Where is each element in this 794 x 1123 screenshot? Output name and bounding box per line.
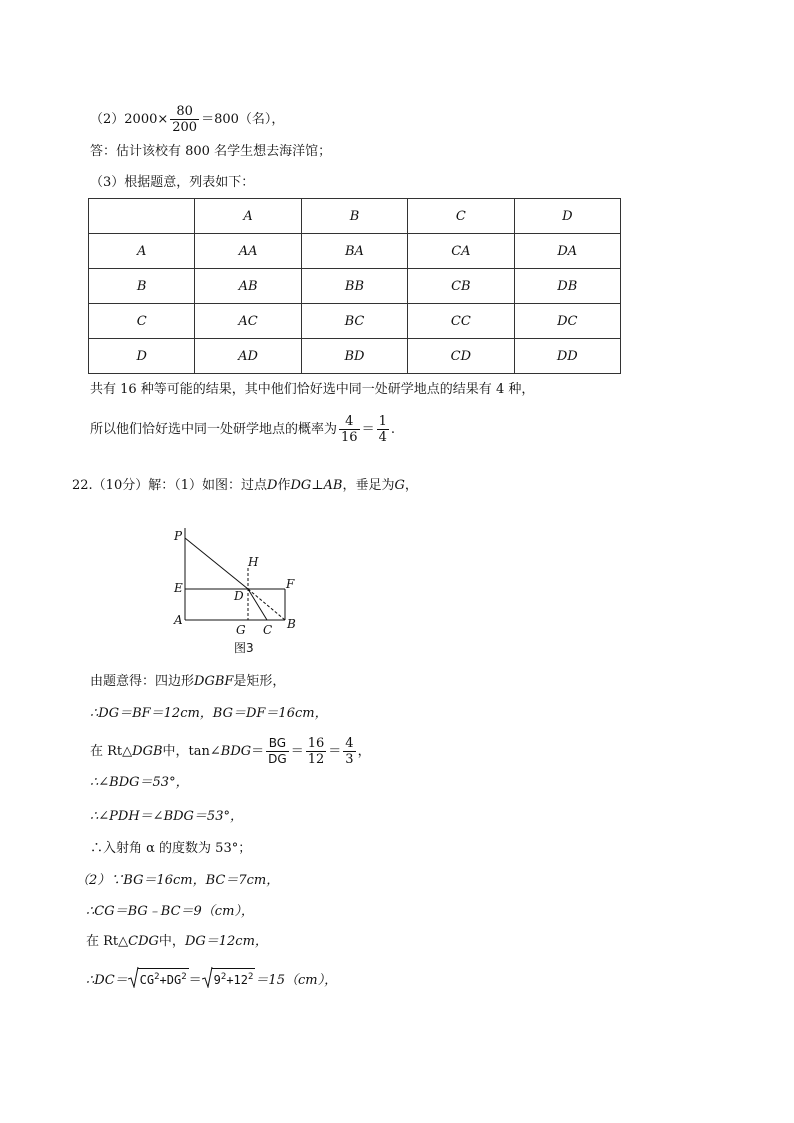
figure-caption: 图3 xyxy=(234,641,254,655)
table-cell: DD xyxy=(514,339,620,374)
text: 中， xyxy=(158,934,185,949)
text: ∴DC＝ xyxy=(86,973,128,988)
frac-den: 16 xyxy=(341,430,358,445)
angle-bdg: BDG xyxy=(220,744,252,759)
tan-fraction-2 xyxy=(306,736,327,767)
comma: ， xyxy=(357,744,371,759)
segment-dg: DG xyxy=(184,934,206,949)
exponent: 2 xyxy=(248,972,254,982)
triangle-cdg: CDG xyxy=(128,934,159,949)
exponent: 2 xyxy=(220,972,227,982)
tan-fraction-3 xyxy=(343,736,355,767)
table-cell xyxy=(89,199,195,234)
table-cell: AC xyxy=(195,304,301,339)
frac-num: 4 xyxy=(345,736,354,751)
label-d: D xyxy=(234,589,244,603)
line-pd xyxy=(185,538,248,589)
part2-answer: 答：估计该校有 800 名学生想去海洋馆； xyxy=(90,144,332,159)
q22-line-1 xyxy=(90,673,285,691)
q22-line-10 xyxy=(86,968,337,990)
text: 中，tan∠ xyxy=(162,744,221,759)
prob-prefix: 所以他们恰好选中同一处研学地点的概率为 xyxy=(90,422,338,437)
tan-fraction-1 xyxy=(266,736,289,767)
radicand: 9 xyxy=(213,973,221,987)
table-row xyxy=(89,304,621,339)
text: ＝12cm， xyxy=(205,934,268,949)
prob-fraction-1 xyxy=(339,414,360,445)
q22-line-4: ∴∠BDG＝53°， xyxy=(90,775,189,790)
table-row xyxy=(89,269,621,304)
table-cell: C xyxy=(89,304,195,339)
part2-fraction xyxy=(170,104,199,135)
exponent: 2 xyxy=(154,972,160,982)
table-cell: AA xyxy=(195,234,301,269)
table-cell: A xyxy=(89,234,195,269)
table-row xyxy=(89,339,621,374)
part2-label: （2） xyxy=(90,112,125,127)
q22-head-text: 作 xyxy=(277,478,291,493)
text: 是矩形， xyxy=(233,674,286,689)
label-a: A xyxy=(174,613,183,627)
line-dc xyxy=(248,589,267,620)
q22-line-9 xyxy=(86,933,268,951)
table-cell: CC xyxy=(408,304,514,339)
table-cell: B xyxy=(301,199,407,234)
table-cell: D xyxy=(514,199,620,234)
segment-ab: AB xyxy=(323,478,343,493)
q22-line-8: ∴CG＝BG﹣BC＝9（cm）， xyxy=(86,904,254,919)
radicand: +DG xyxy=(159,973,182,987)
frac-num: 4 xyxy=(339,414,360,430)
radicand: CG xyxy=(139,973,155,987)
part2-expr-left: 2000× xyxy=(124,112,169,127)
part3-result: 共有 16 种等可能的结果，其中他们恰好选中同一处研学地点的结果有 4 种， xyxy=(90,382,535,397)
table-cell: BD xyxy=(301,339,407,374)
q22-head-text: ， xyxy=(404,478,418,493)
label-g: G xyxy=(236,623,246,637)
segment-dg: DG xyxy=(290,478,312,493)
frac-num: 1 xyxy=(378,414,387,429)
frac-den: 12 xyxy=(307,752,325,767)
table-cell: AB xyxy=(195,269,301,304)
part3-intro: （3）根据题意，列表如下： xyxy=(90,175,255,190)
part2-frac-num: 80 xyxy=(170,104,199,120)
text: 在 Rt△ xyxy=(86,934,129,949)
q22-head-text: ，垂足为 xyxy=(342,478,395,493)
table-cell: B xyxy=(89,269,195,304)
q22-head-text: 22.（10分）解：（1）如图：过点 xyxy=(72,478,267,493)
table-cell: AD xyxy=(195,339,301,374)
sqrt-expression-2 xyxy=(202,968,256,990)
period: . xyxy=(390,422,395,437)
label-h: H xyxy=(248,555,259,569)
table-header-row xyxy=(89,199,621,234)
table-cell: CD xyxy=(408,339,514,374)
table-cell: BB xyxy=(301,269,407,304)
q22-line-3: 在 Rt△DGB中，tan∠BDG＝ $\frac{BG}{DG}$ ＝ $\frac{16}{12}$ ＝ $\frac{4}{3}$ ， xyxy=(90,736,371,767)
table-cell: DB xyxy=(514,269,620,304)
table-cell: D xyxy=(89,339,195,374)
table-cell: DA xyxy=(514,234,620,269)
point-g: G xyxy=(394,478,405,493)
table-cell: CB xyxy=(408,269,514,304)
part2-frac-den: 200 xyxy=(172,120,198,135)
outcome-table xyxy=(88,198,621,374)
q22-line-5: ∴∠PDH＝∠BDG＝53°， xyxy=(90,809,243,824)
text: 在 Rt△ xyxy=(90,744,133,759)
table-cell: BC xyxy=(301,304,407,339)
q22-line-2: ∴DG＝BF＝12cm，BG＝DF＝16cm， xyxy=(90,706,328,721)
quad-dgbf: DGBF xyxy=(194,674,234,689)
table-cell: CA xyxy=(408,234,514,269)
equals-sign: ＝ xyxy=(361,422,375,437)
q22-line-6: ∴入射角 α 的度数为 53°； xyxy=(90,841,252,856)
label-b: B xyxy=(287,617,296,631)
label-e: E xyxy=(174,581,183,595)
exponent: 2 xyxy=(181,972,187,982)
frac-num: BG xyxy=(266,736,289,752)
text: ＝15（cm）， xyxy=(255,973,338,988)
table-cell: A xyxy=(195,199,301,234)
table-cell: BA xyxy=(301,234,407,269)
label-f: F xyxy=(286,577,295,591)
q22-heading xyxy=(72,477,418,495)
label-p: P xyxy=(174,529,183,543)
radicand: +12 xyxy=(226,973,248,987)
equals-sign: ＝ xyxy=(188,973,202,988)
point-d: D xyxy=(267,478,278,493)
perp-symbol: ⊥ xyxy=(311,478,324,493)
table-row xyxy=(89,234,621,269)
part3-probability xyxy=(90,414,395,445)
geometry-figure xyxy=(170,520,320,660)
frac-den: DG xyxy=(268,752,287,766)
table-cell: C xyxy=(408,199,514,234)
label-c: C xyxy=(263,623,273,637)
part2-expr-right: ＝800（名）， xyxy=(201,112,285,127)
equals-sign: ＝ xyxy=(251,744,265,759)
table-cell: DC xyxy=(514,304,620,339)
frac-num: 16 xyxy=(307,736,325,751)
frac-den: 4 xyxy=(378,430,387,445)
text: 由题意得：四边形 xyxy=(90,674,195,689)
triangle-dgb: DGB xyxy=(132,744,163,759)
part2-line xyxy=(90,104,284,135)
frac-den: 3 xyxy=(345,752,354,767)
sqrt-expression-1 xyxy=(128,968,189,990)
q22-line-7: （2）∵BG＝16cm，BC＝7cm， xyxy=(76,873,280,888)
prob-fraction-2 xyxy=(377,414,389,445)
line-db-dashed xyxy=(248,589,285,620)
